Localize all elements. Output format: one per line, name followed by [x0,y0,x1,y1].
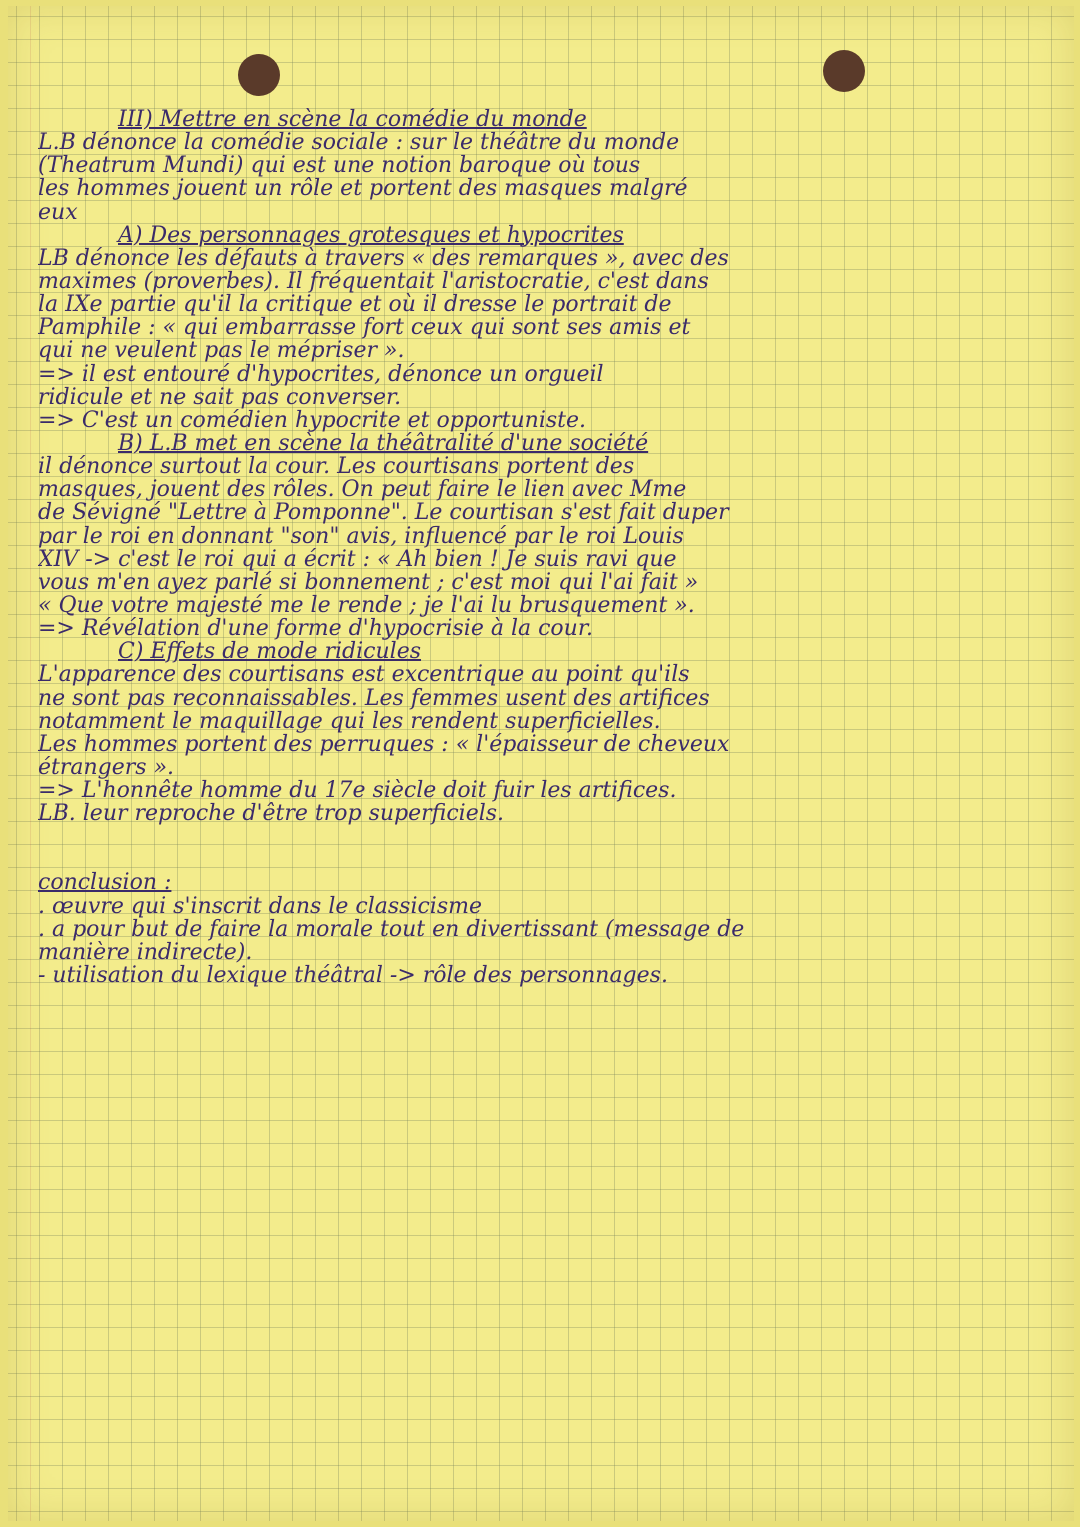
part-b-line: de Sévigné "Lettre à Pomponne". Le courtisan s'est fait duper [38,501,729,525]
part-c-heading: C) Effets de mode ridicules [118,640,422,664]
part-b-line: masques, jouent des rôles. On peut faire le lien avec Mme [38,478,687,502]
part-b-line: XIV -> c'est le roi qui a écrit : « Ah bien ! Je suis ravi que [38,547,677,571]
section-title: III) Mettre en scène la comédie du monde [118,108,587,132]
intro-line: eux [38,200,78,224]
part-a-line: => C'est un comédien hypocrite et opportuniste. [38,408,587,432]
handwritten-notes [38,108,1073,987]
part-a-line: LB dénonce les défauts à travers « des remarques », avec des [38,246,729,270]
conclusion-line: . a pour but de faire la morale tout en divertissant (message de [38,917,745,941]
conclusion-line: manière indirecte). [38,940,253,964]
part-b-line: vous m'en ayez parlé si bonnement ; c'est moi qui l'ai fait » [38,570,699,594]
part-a-line: => il est entouré d'hypocrites, dénonce un orgueil [38,362,604,386]
part-b-line: => Révélation d'une forme d'hypocrisie à la cour. [38,617,593,641]
part-a-line: la IXe partie qu'il la critique et où il dresse le portrait de [38,293,672,317]
part-a-line: maximes (proverbes). Il fréquentait l'aristocratie, c'est dans [38,269,709,294]
part-b-line: « Que votre majesté me le rende ; je l'ai lu brusquement ». [38,593,695,618]
punch-hole-left [238,54,280,96]
intro-line: L.B dénonce la comédie sociale : sur le théâtre du monde [38,131,680,155]
part-c-line: L'apparence des courtisans est excentrique au point qu'ils [38,663,690,687]
conclusion-line: . œuvre qui s'inscrit dans le classicisme [38,894,483,918]
part-c-line: LB. leur reproche d'être trop superficiels. [38,802,505,826]
part-c-line: étrangers ». [38,755,175,780]
punch-hole-right [823,50,865,92]
intro-line: les hommes jouent un rôle et portent des masques malgré [38,177,688,201]
intro-line: (Theatrum Mundi) qui est une notion baroque où tous [38,154,641,178]
part-a-line: ridicule et ne sait pas converser. [38,385,402,409]
notebook-page [8,6,1074,1521]
part-a-heading: A) Des personnages grotesques et hypocrites [118,223,624,247]
part-c-line: Les hommes portent des perruques : « l'épaisseur de cheveux [38,732,730,756]
part-c-line: => L'honnête homme du 17e siècle doit fuir les artifices. [38,779,677,803]
part-b-heading: B) L.B met en scène la théâtralité d'une société [118,431,649,456]
part-a-line: qui ne veulent pas le mépriser ». [38,339,405,363]
blank-space [38,825,1073,871]
conclusion-heading: conclusion : [38,871,172,895]
part-a-line: Pamphile : « qui embarrasse fort ceux qui sont ses amis et [38,316,691,340]
conclusion-line: - utilisation du lexique théâtral -> rôle des personnages. [38,963,668,988]
part-b-line: par le roi en donnant "son" avis, influencé par le roi Louis [38,524,684,548]
part-c-line: ne sont pas reconnaissables. Les femmes usent des artifices [38,686,710,710]
part-b-line: il dénonce surtout la cour. Les courtisans portent des [38,455,635,479]
margin-line [30,6,31,1521]
part-c-line: notamment le maquillage qui les rendent superficielles. [38,709,661,733]
